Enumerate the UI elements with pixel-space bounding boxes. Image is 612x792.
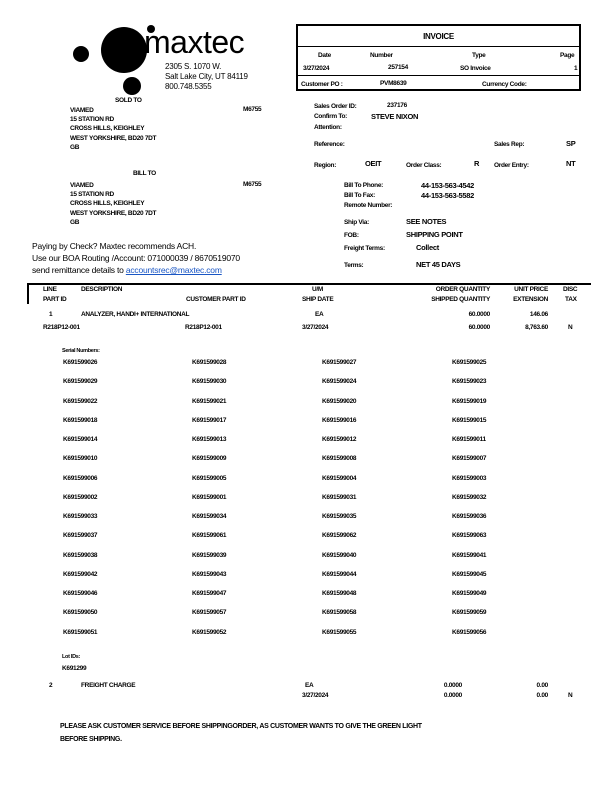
item-description: ANALYZER, HANDI+ INTERNATIONAL (81, 311, 190, 318)
invoice-type: SO Invoice (460, 65, 491, 72)
item-line: 1 (49, 311, 53, 318)
serial-number: K691599016 (322, 416, 357, 424)
bill-fax-label: Bill To Fax: (344, 192, 375, 199)
ship-via: SEE NOTES (406, 217, 447, 226)
remote-number-label: Remote Number: (344, 202, 393, 209)
serial-number: K691599001 (192, 493, 227, 501)
bill-phone-label: Bill To Phone: (344, 182, 384, 189)
item-unit-price: 0.00 (536, 682, 548, 689)
col-tax: TAX (565, 296, 577, 303)
bill-to-label: BILL TO (133, 170, 156, 177)
item-um: EA (305, 682, 314, 689)
currency-code-label: Currency Code: (482, 81, 527, 88)
serial-number: K691599014 (63, 436, 98, 443)
serial-number: K691599049 (452, 590, 487, 597)
bill-to-address (70, 181, 156, 227)
serial-number: K691599030 (192, 378, 227, 386)
serial-number: K691599044 (322, 570, 357, 578)
serial-number: K691599011 (452, 436, 486, 443)
item-customer-part-id: R218P12-001 (185, 324, 222, 331)
col-part-id: PART ID (43, 296, 67, 303)
item-tax: N (568, 692, 573, 699)
col-description: DESCRIPTION (81, 286, 123, 293)
address-line: CROSS HILLS, KEIGHLEY (70, 125, 145, 133)
col-um: U/M (312, 286, 324, 293)
region: OEIT (365, 159, 382, 168)
address-line: GB (70, 143, 80, 151)
address-line: WEST YORKSHIRE, BD20 7DT (70, 209, 157, 217)
serial-number: K691599035 (322, 513, 357, 520)
sales-order-id-label: Sales Order ID: (314, 103, 357, 110)
serial-number: K691599036 (452, 513, 487, 520)
serial-number: K691599042 (63, 570, 98, 578)
serial-number: K691599026 (63, 359, 98, 366)
serial-number: K691599045 (452, 570, 487, 578)
serial-number: K691599051 (63, 628, 98, 636)
serial-number: K691599005 (192, 474, 227, 482)
fob: SHIPPING POINT (406, 230, 463, 239)
serial-numbers-label: Serial Numbers: (62, 348, 100, 354)
shipping-note-line1: PLEASE ASK CUSTOMER SERVICE BEFORE SHIPPINGORDER, AS CUSTOMER WANTS TO GIVE THE GREEN LIGHT (60, 723, 422, 730)
serial-number: K691599012 (322, 436, 357, 443)
bill-phone: 44-153-563-4542 (421, 181, 475, 190)
region-label: Region: (314, 162, 337, 169)
address-line: 15 STATION RD (70, 116, 114, 124)
order-class: R (474, 159, 480, 168)
col-line: LINE (43, 286, 57, 293)
serial-number: K691599038 (63, 551, 98, 559)
reference-label: Reference: (314, 141, 345, 148)
serial-number: K691599006 (63, 474, 98, 482)
company-phone: 800.748.5355 (165, 82, 212, 91)
serial-number: K691599008 (322, 455, 357, 463)
terms: NET 45 DAYS (416, 260, 461, 269)
item-extension: 8,763.60 (525, 324, 548, 331)
item-ship-date: 3/27/2024 (302, 692, 329, 699)
serial-number: K691599033 (63, 513, 98, 520)
serial-number: K691599058 (322, 609, 357, 617)
item-order-qty: 0.0000 (443, 682, 462, 689)
item-shipped-qty: 0.0000 (443, 692, 462, 699)
col-unit-price: UNIT PRICE (514, 286, 548, 293)
payment-line1: Paying by Check? Maxtec recommends ACH. (32, 241, 197, 251)
col-customer-part-id: CUSTOMER PART ID (186, 296, 246, 303)
serial-number: K691599059 (452, 609, 487, 617)
item-description: FREIGHT CHARGE (81, 682, 136, 689)
date-label: Date (318, 52, 331, 59)
item-shipped-qty: 60.0000 (468, 324, 490, 331)
bill-fax: 44-153-563-5582 (421, 191, 475, 200)
invoice-date: 3/27/2024 (303, 65, 330, 72)
invoice-title: INVOICE (423, 32, 454, 41)
serial-number: K691599034 (192, 513, 227, 520)
serial-number: K691599023 (452, 378, 487, 386)
item-part-id: R218P12-001 (43, 324, 80, 331)
invoice-header-box (296, 24, 581, 91)
serial-number: K691599063 (452, 532, 487, 540)
serial-number: K691599046 (63, 590, 98, 597)
serial-number: K691599041 (452, 551, 487, 559)
attention-label: Attention: (314, 124, 342, 131)
col-shipped-qty: SHIPPED QUANTITY (431, 296, 490, 303)
address-line: CROSS HILLS, KEIGHLEY (70, 200, 145, 208)
page-label: Page (560, 52, 575, 59)
serial-number: K691599013 (192, 436, 227, 443)
remittance-text: send remittance details to (32, 265, 126, 275)
lot-ids-label: Lot IDs: (62, 654, 81, 660)
freight-terms-label: Freight Terms: (344, 245, 385, 252)
item-order-qty: 60.0000 (468, 311, 490, 318)
serial-number: K691599004 (322, 474, 357, 482)
number-label: Number (370, 52, 393, 59)
serial-number: K691599047 (192, 590, 227, 597)
serial-number: K691599031 (322, 493, 357, 501)
address-line: VIAMED (70, 182, 94, 189)
item-unit-price: 146.06 (529, 311, 548, 318)
serial-number: K691599029 (63, 378, 98, 386)
sales-rep-label: Sales Rep: (494, 141, 525, 148)
order-entry: NT (566, 159, 576, 168)
serial-number: K691599062 (322, 532, 357, 540)
terms-label: Terms: (344, 262, 364, 269)
item-tax: N (568, 324, 573, 331)
serial-number: K691599003 (452, 474, 487, 482)
item-extension: 0.00 (536, 692, 548, 699)
item-line: 2 (49, 682, 53, 689)
address-line: GB (70, 218, 80, 226)
customer-po: PVM8639 (380, 80, 407, 87)
col-disc: DISC (563, 286, 578, 293)
ship-via-label: Ship Via: (344, 219, 369, 226)
shipping-note-line2: BEFORE SHIPPING. (60, 736, 122, 743)
serial-number: K691599057 (192, 609, 227, 617)
address-line: VIAMED (70, 107, 94, 114)
serial-number: K691599061 (192, 532, 227, 540)
serial-number: K691599043 (192, 570, 227, 578)
bill-to-code: M6755 (243, 181, 262, 188)
remittance-email-link[interactable]: accountsrec@maxtec.com (125, 265, 222, 275)
company-address2: Salt Lake City, UT 84119 (165, 72, 248, 81)
payment-line2: Use our BOA Routing /Account: 071000039 / 8670519070 (32, 253, 240, 263)
company-logo (60, 22, 290, 100)
serial-number: K691599056 (452, 628, 487, 636)
confirm-to-label: Confirm To: (314, 113, 348, 120)
serial-number: K691599050 (63, 609, 98, 617)
serial-number: K691599007 (452, 455, 487, 463)
serial-number: K691599010 (63, 455, 98, 463)
payment-line3 (32, 265, 222, 275)
order-class-label: Order Class: (406, 162, 442, 169)
type-label: Type (472, 52, 486, 59)
sold-to-label: SOLD TO (115, 97, 142, 104)
col-extension: EXTENSION (513, 296, 548, 303)
freight-terms: Collect (416, 243, 439, 252)
serial-number: K691599019 (452, 397, 487, 405)
serial-number: K691599021 (192, 397, 227, 405)
confirm-to: STEVE NIXON (371, 112, 419, 121)
address-line: 15 STATION RD (70, 191, 114, 199)
col-ship-date: SHIP DATE (302, 296, 334, 303)
fob-label: FOB: (344, 232, 359, 239)
serial-number: K691599015 (452, 416, 487, 424)
serial-number: K691599002 (63, 493, 98, 501)
invoice-page: 1 (574, 65, 578, 72)
sold-to-code: M6755 (243, 106, 262, 113)
item-um: EA (315, 311, 324, 318)
serial-number: K691599048 (322, 590, 357, 597)
serial-number: K691599039 (192, 551, 227, 559)
invoice-number: 257154 (388, 64, 408, 71)
item-ship-date: 3/27/2024 (302, 324, 329, 331)
lot-id: K691299 (62, 665, 87, 672)
serial-number: K691599055 (322, 628, 357, 636)
logo-wordmark: maxtec (144, 24, 245, 60)
serial-number: K691599027 (322, 359, 357, 366)
sold-to-address (70, 106, 156, 152)
serial-number: K691599024 (322, 378, 357, 386)
serial-number: K691599052 (192, 628, 227, 636)
serial-number: K691599028 (192, 359, 227, 366)
serial-number: K691599032 (452, 493, 487, 501)
company-address1: 2305 S. 1070 W. (165, 62, 222, 71)
sales-order-id: 237176 (387, 102, 407, 109)
serial-number: K691599040 (322, 551, 357, 559)
col-order-qty: ORDER QUANTITY (435, 286, 490, 293)
serial-number: K691599017 (192, 416, 227, 424)
sales-rep: SP (566, 139, 576, 148)
customer-po-label: Customer PO : (301, 81, 343, 88)
serial-number: K691599037 (63, 532, 98, 540)
serial-number: K691599025 (452, 359, 487, 366)
serial-number: K691599020 (322, 397, 357, 405)
serial-number: K691599022 (63, 397, 98, 405)
address-line: WEST YORKSHIRE, BD20 7DT (70, 134, 157, 142)
order-entry-label: Order Entry: (494, 162, 529, 169)
serial-number: K691599009 (192, 455, 227, 463)
serial-number: K691599018 (63, 416, 98, 424)
